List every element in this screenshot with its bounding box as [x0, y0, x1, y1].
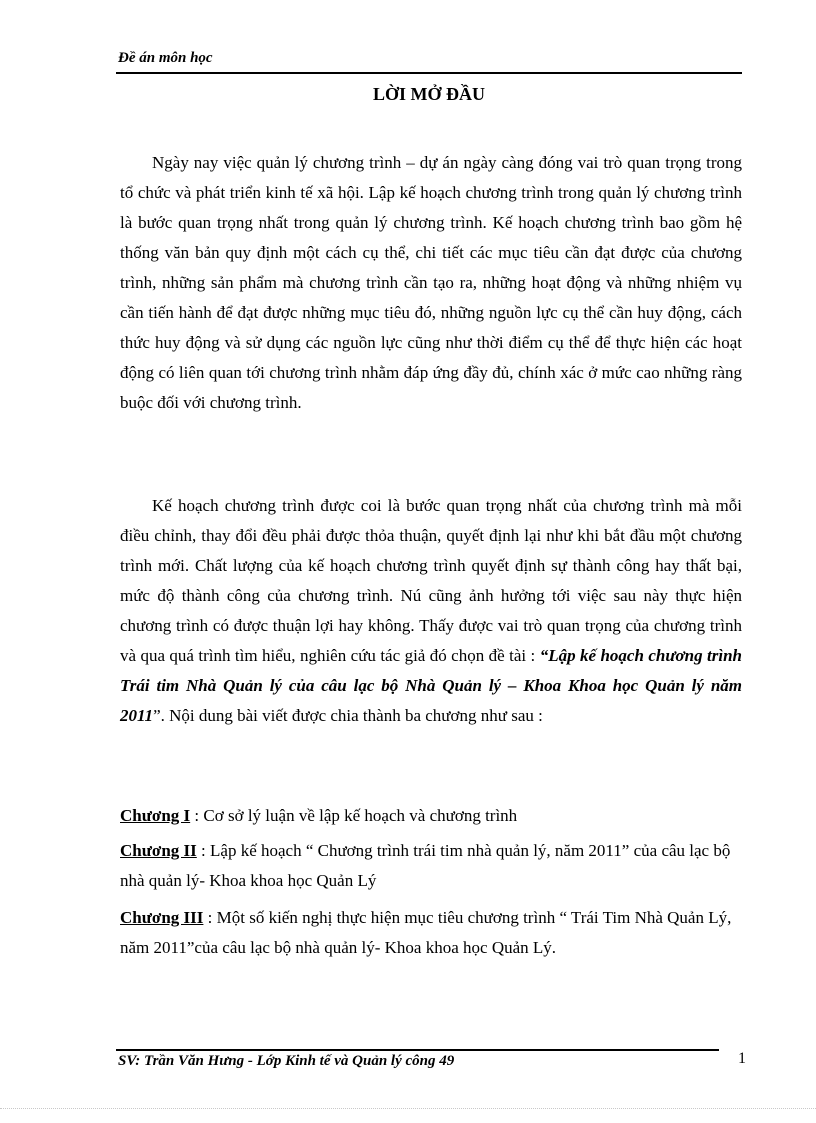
chapter-3-label: Chương III [120, 908, 204, 927]
chapter-2 [120, 836, 742, 896]
footer-divider [116, 1049, 719, 1051]
chapter-3 [120, 903, 742, 963]
chapter-2-text: : Lập kế hoạch “ Chương trình trái tim nhà quản lý, năm 2011” của câu lạc bộ nhà quản lý- Khoa khoa học Quản Lý [120, 841, 731, 890]
chapter-2-label: Chương II [120, 841, 197, 860]
chapter-1-label: Chương I [120, 806, 191, 825]
page-number: 1 [738, 1050, 746, 1067]
footer-author: SV: Trần Văn Hưng - Lớp Kinh tế và Quản lý công 49 [118, 1053, 455, 1069]
page-edge-divider [0, 1108, 816, 1109]
chapter-3-text: : Một số kiến nghị thực hiện mục tiêu chương trình “ Trái Tim Nhà Quản Lý, năm 2011”của câu lạc bộ nhà quản lý- Khoa khoa học Quản Lý. [120, 908, 732, 957]
intro-paragraph-1: Ngày nay việc quản lý chương trình – dự án ngày càng đóng vai trò quan trọng trong tổ chức và phát triển kinh tế xã hội. Lập kế hoạch chương trình trong quản lý chương trình là bước quan trọng nhất trong quản lý chương trình. Kế hoạch chương trình bao gồm hệ thống văn bản quy định một cách cụ thể, chi tiết các mục tiêu cần đạt được của chương trình, những sản phẩm mà chương trình cần tạo ra, những hoạt động và những nhiệm vụ cần tiến hành để đạt được những mục tiêu đó, những nguồn lực cụ thể cần huy động, cách thức huy động và sử dụng các nguồn lực cũng như thời điểm cụ thể để thực hiện các hoạt động có liên quan tới chương trình nhằm đáp ứng đầy đủ, chính xác ở mức cao những ràng buộc đối với chương trình. [120, 153, 742, 412]
header-title: Đề án môn học [118, 50, 213, 66]
chapter-1-text: : Cơ sở lý luận về lập kế hoạch và chương trình [190, 806, 518, 825]
topic-title: “Lập kế hoạch chương trình Trái tim Nhà Quản lý của câu lạc bộ Nhà Quản lý – Khoa Khoa học Quản lý năm 2011 [120, 646, 742, 725]
paragraph-2-tail: ”. Nội dung bài viết được chia thành ba chương như sau : [153, 706, 543, 725]
chapter-1 [120, 801, 742, 831]
header-divider [116, 72, 742, 74]
intro-paragraph-2 [120, 491, 742, 731]
page-title: LỜI MỞ ĐẦU [373, 84, 485, 104]
paragraph-2-text: Kế hoạch chương trình được coi là bước quan trọng nhất của chương trình mà mỗi điều chỉnh, thay đổi đều phải được thỏa thuận, quyết định lại như khi bắt đầu một chương trình mới. Chất lượng của kế hoạch chương trình quyết định sự thành công hay thất bại, mức độ thành công của chương trình. Nú cũng ảnh hưởng tới việc sau này thực hiện chương trình có được thuận lợi hay không. Thấy được vai trò quan trọng của chương trình và qua quá trình tìm hiểu, nghiên cứu tác giả đó chọn đề tài : [120, 496, 742, 665]
